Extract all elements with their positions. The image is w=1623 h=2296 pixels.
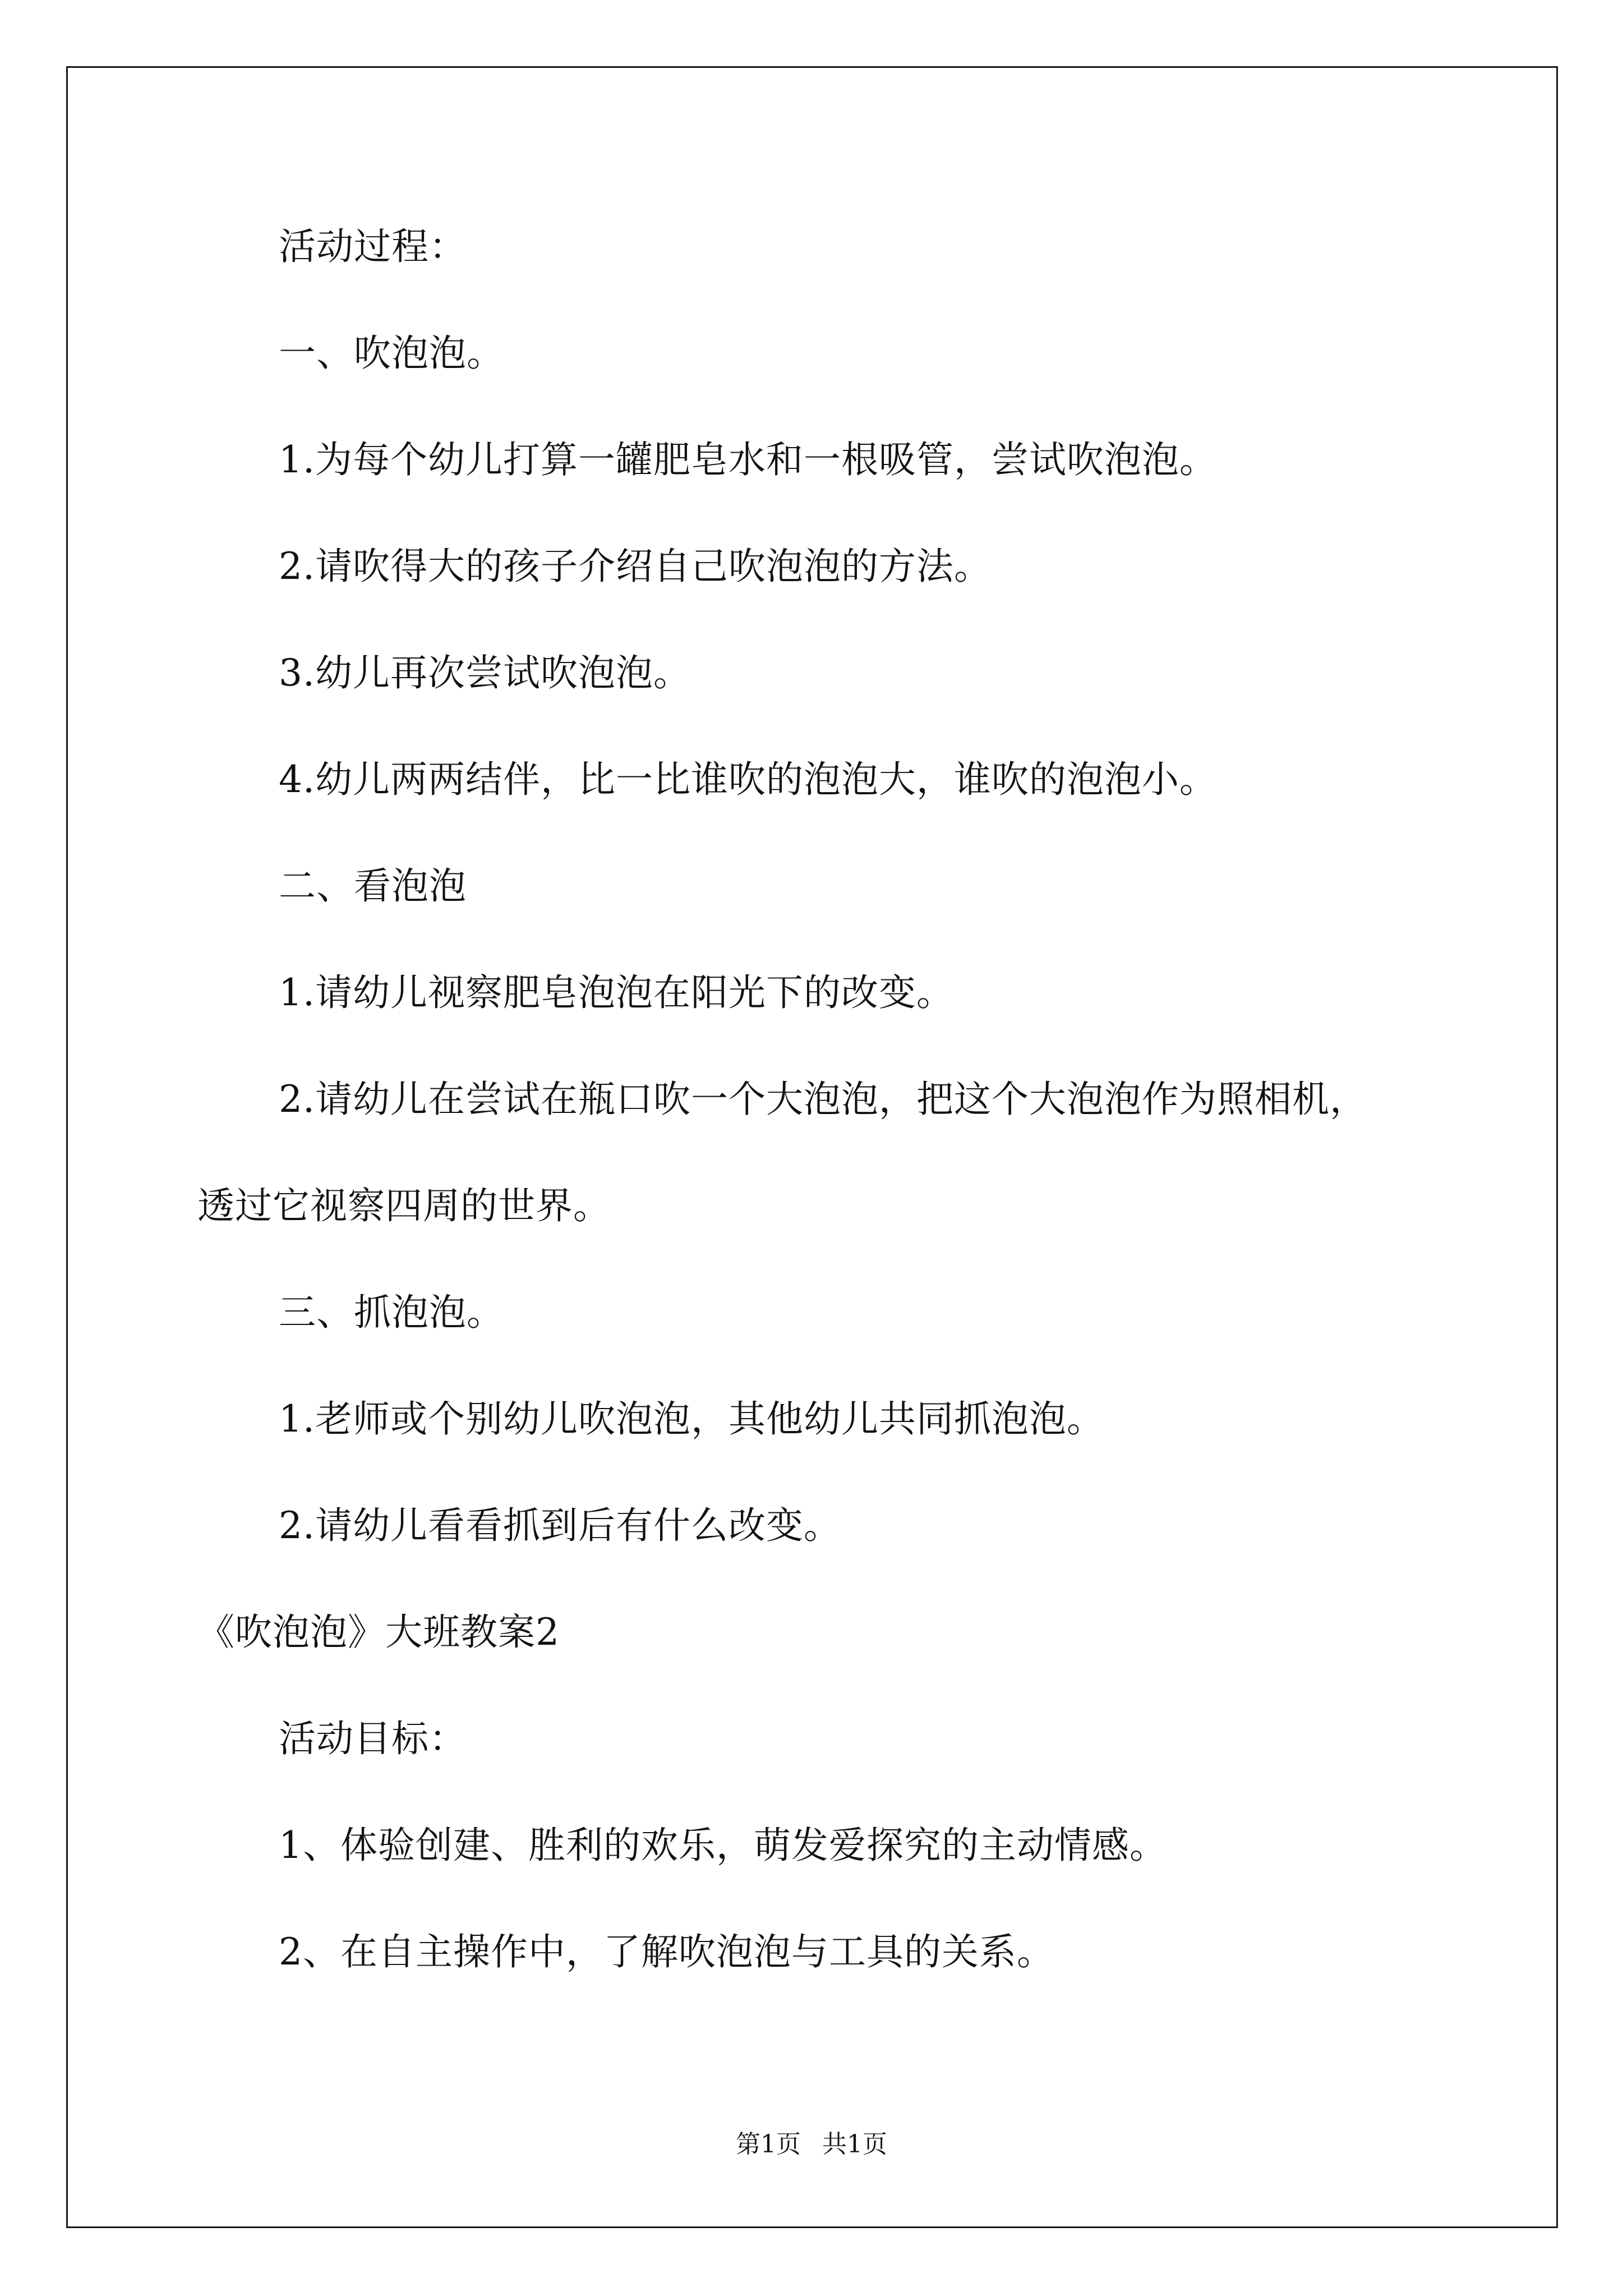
subheading-catch-bubbles: 三、抓泡泡。 [279,1291,504,1334]
paragraph-line: 2、在自主操作中，了解吹泡泡与工具的关系。 [279,1930,1054,1973]
subheading-watch-bubbles: 二、看泡泡 [279,864,467,908]
page-number: 第1页 [736,2130,801,2159]
lesson-plan-title: 《吹泡泡》大班教案2 [197,1611,560,1654]
page-total: 共1页 [822,2130,887,2159]
section-heading-activity-goals: 活动目标： [279,1717,467,1760]
paragraph-line: 3.幼儿再次尝试吹泡泡。 [279,651,691,694]
paragraph-line: 1.请幼儿视察肥皂泡泡在阳光下的改变。 [279,971,954,1014]
paragraph-line: 2.请吹得大的孩子介绍自己吹泡泡的方法。 [279,545,992,588]
paragraph-line-continuation: 透过它视察四周的世界。 [197,1184,611,1227]
page-border [66,66,1558,2228]
paragraph-line: 4.幼儿两两结伴，比一比谁吹的泡泡大，谁吹的泡泡小。 [279,758,1217,801]
paragraph-line: 1.为每个幼儿打算一罐肥皂水和一根吸管，尝试吹泡泡。 [279,438,1217,481]
paragraph-line: 1、体验创建、胜利的欢乐，萌发爱探究的主动情感。 [279,1824,1167,1867]
paragraph-line: 2.请幼儿在尝试在瓶口吹一个大泡泡，把这个大泡泡作为照相机， [279,1078,1367,1121]
page-footer [0,2129,1623,2160]
paragraph-line: 2.请幼儿看看抓到后有什么改变。 [279,1504,841,1547]
section-heading-activity-process: 活动过程： [279,225,467,268]
subheading-blow-bubbles: 一、吹泡泡。 [279,332,504,375]
paragraph-line: 1.老师或个别幼儿吹泡泡，其他幼儿共同抓泡泡。 [279,1397,1104,1441]
